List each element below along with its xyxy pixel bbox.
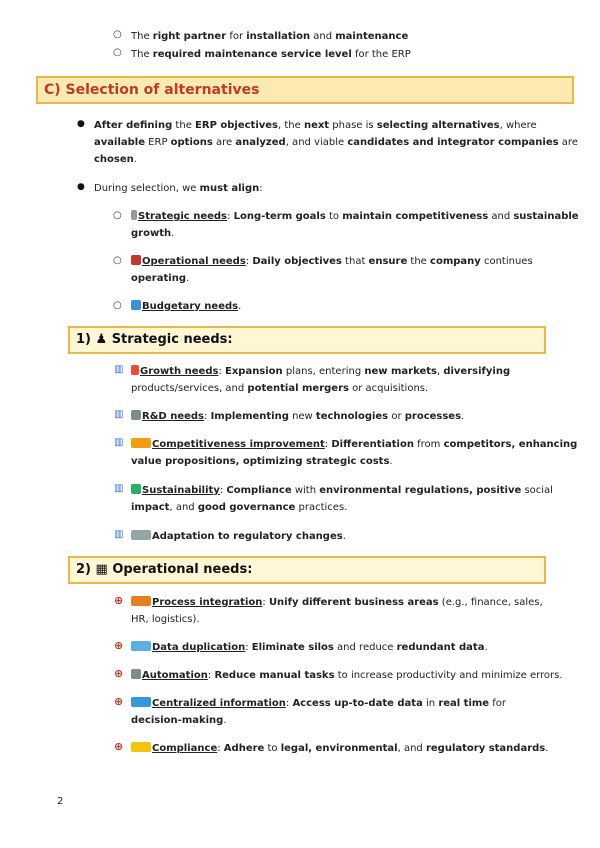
operational-item-compliance: Compliance: Adhere to legal, environmental, and regulatory standards. (131, 740, 548, 757)
bank-icon: ▥ (114, 409, 124, 420)
bullet-dot: ● (77, 182, 85, 192)
para2: During selection, we must align: (94, 183, 263, 194)
thumbs-up-icon (131, 742, 151, 752)
magnifier-icon (131, 410, 141, 420)
strategic-item-competitiveness-l2: value propositions, optimizing strategic costs. (131, 456, 393, 467)
strategic-item-growth: Growth needs: Expansion plans, entering new markets, diversifying (131, 363, 510, 380)
strategic-item-rnd: R&D needs: Implementing new technologies or processes. (131, 408, 464, 425)
section-2-header (68, 556, 546, 584)
info-icon (131, 697, 151, 707)
para1-line2: available ERP options are analyzed, and viable candidates and integrator companies are (94, 137, 578, 148)
operational-item-process-l2: HR, logistics). (131, 614, 200, 625)
bank-icon: ▥ (114, 437, 124, 448)
strategic-item-competitiveness: Competitiveness improvement: Differentiation from competitors, enhancing (131, 436, 577, 453)
bullet-circle: ○ (113, 29, 122, 40)
section-2-title: 2) ▦ Operational needs: (76, 562, 253, 577)
align-item-budgetary: Budgetary needs. (131, 298, 241, 315)
section-c-title: C) Selection of alternatives (44, 82, 260, 98)
para1-line1: After defining the ERP objectives, the next phase is selecting alternatives, where (94, 120, 537, 131)
plus-icon: ⊕ (114, 639, 124, 652)
calendar-icon (131, 255, 141, 265)
top-bullet-2: The required maintenance service level for the ERP (131, 49, 411, 60)
bank-icon: ▥ (114, 529, 124, 540)
bullet-circle: ○ (113, 300, 122, 311)
bank-icon: ▥ (114, 364, 124, 375)
para1-line3: chosen. (94, 154, 137, 165)
align-item-strategic: Strategic needs: Long-term goals to maintain competitiveness and sustainable (131, 208, 579, 225)
section-1-title: 1) ♟ Strategic needs: (76, 332, 233, 347)
vs-icon (131, 438, 151, 448)
money-icon (131, 300, 141, 310)
operational-item-process: Process integration: Unify different business areas (e.g., finance, sales, (131, 594, 543, 611)
top-bullet-1: The right partner for installation and maintenance (131, 31, 409, 42)
operational-item-automation: Automation: Reduce manual tasks to increase productivity and minimize errors. (131, 667, 563, 684)
bullet-circle: ○ (113, 255, 122, 266)
operational-item-centralized: Centralized information: Access up-to-date data in real time for (131, 695, 506, 712)
align-item-strategic-l2: growth. (131, 228, 175, 239)
strategic-item-growth-l2: products/services, and potential mergers or acquisitions. (131, 383, 429, 394)
page-number: 2 (57, 796, 64, 807)
align-item-operational-l2: operating. (131, 273, 190, 284)
chart-up-icon (131, 365, 139, 375)
operational-item-centralized-l2: decision-making. (131, 715, 227, 726)
pencil-icon (131, 530, 151, 540)
bullet-circle: ○ (113, 47, 122, 58)
bullet-circle: ○ (113, 210, 122, 221)
operational-item-duplication: Data duplication: Eliminate silos and reduce redundant data. (131, 639, 488, 656)
robot-icon (131, 669, 141, 679)
chess-pawn-icon (131, 210, 137, 220)
plus-icon: ⊕ (114, 667, 124, 680)
fast-forward-icon (131, 596, 151, 606)
bank-icon: ▥ (114, 483, 124, 494)
recycle-icon (131, 484, 141, 494)
section-1-header (68, 326, 546, 354)
strategic-item-sustainability: Sustainability: Compliance with environmental regulations, positive social (131, 482, 553, 499)
bar-chart-icon (131, 641, 151, 651)
plus-icon: ⊕ (114, 695, 124, 708)
section-c-header (36, 76, 574, 104)
plus-icon: ⊕ (114, 740, 124, 753)
strategic-item-regulatory: Adaptation to regulatory changes. (131, 528, 346, 545)
bullet-dot: ● (77, 119, 85, 129)
strategic-item-sustainability-l2: impact, and good governance practices. (131, 502, 348, 513)
align-item-operational: Operational needs: Daily objectives that ensure the company continues (131, 253, 533, 270)
plus-icon: ⊕ (114, 594, 124, 607)
